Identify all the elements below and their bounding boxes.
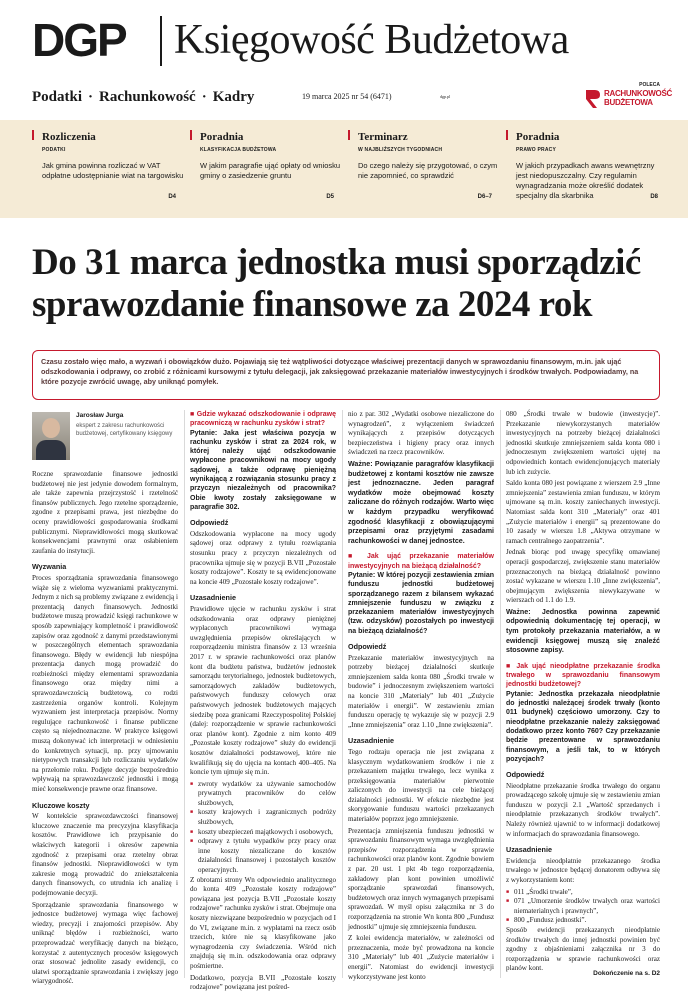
poleca-label: POLECA <box>639 82 660 88</box>
author-role: ekspert z zakresu rachunkowości budżetowej, certyfikowany księgowy <box>76 423 173 437</box>
teaser-kicker: KLASYFIKACJA BUDŻETOWA <box>200 147 277 153</box>
subheading: Uzasadnienie <box>506 845 552 855</box>
teaser-title: Terminarz <box>358 131 408 143</box>
teaser-kicker: PODATKI <box>42 147 66 153</box>
important-note: Ważne: Jednostka powinna zapewnić odpowiednią dokumentację tej operacji, w tym protokoły przekazania materiałów, a w ewidencji księgowej muszą się znaleźć stosowne zapisy. <box>506 607 660 655</box>
teaser-card[interactable] <box>32 130 184 214</box>
subheading: Uzasadnienie <box>348 736 394 746</box>
article-headline: Do 31 marca jednostka musi sporządzić sprawozdanie finansowe za 2024 rok <box>32 242 641 325</box>
section-rachunkowosc[interactable]: Rachunkowość <box>99 89 196 105</box>
list-item: ■ odprawy z tytułu wypadków przy pracy oraz inne koszty niezaliczane do kosztów działalności finansowej i pozostałych kosztów operacyjnych. <box>190 837 336 875</box>
question-block <box>348 552 494 571</box>
question-block <box>190 410 336 429</box>
article-column-2 <box>190 410 336 995</box>
paragraph: Roczne sprawozdanie finansowe jednostki budżetowej nie jest jedynie dowodem formalnym, ale także zapewnia przejrzystość i rzetelność finansów publicznych. Jego rzetelne sporządzenie, zgodne z przepisami prawa, jest niezbędne do oceny prawidłowości gospodarowania środkami publicznymi. Nieprawidłowości mogą skutkować konsekwencjami prawnymi oraz osłabieniem zaufania do instytucji. <box>32 470 178 555</box>
article-column-4 <box>506 410 660 976</box>
list-item: ■ 800 „Fundusz jednostki”. <box>506 916 660 926</box>
question-block <box>506 662 660 690</box>
teaser-card[interactable] <box>190 130 342 214</box>
teaser-accent <box>506 130 508 140</box>
teaser-page: D8 <box>650 194 658 200</box>
question-text: Pytanie: Jaka jest właściwa pozycja w rachunku zysków i strat za 2024 rok, w której należy ująć odszkodowanie wypłacone pracownikowi na mocy ugody sądowej, a także odprawę pieniężną wynikającą z rozwiązania stosunku pracy z przyczyn niezależnych od pracownika? Obie kwoty zostały zaksięgowane w paragrafie 302. <box>190 429 336 511</box>
article-column-1 <box>32 470 178 989</box>
subheading: Uzasadnienie <box>190 593 236 603</box>
teaser-body: Jak gmina powinna rozliczać w VAT odpłatne udostępnianie wiat na targowisku <box>42 161 184 180</box>
section-bar <box>32 82 672 110</box>
teaser-title: Rozliczenia <box>42 131 96 143</box>
section-links <box>32 84 254 110</box>
paragraph: Dodatkowo, pozycja B.VII „Pozostałe koszty rodzajowe” powiązana jest pośred- <box>190 973 336 992</box>
author-name: Jarosław Jurga <box>76 412 124 419</box>
paragraph: Z kolei ewidencja materiałów, w zależności od przeznaczenia, może być prowadzona na koncie 310 „Materiały” lub 401 „Zużycie materiałów i energii”. Natomiast do ewidencji inwestycji wykorzystywane jest konto <box>348 934 494 981</box>
teaser-page: D4 <box>168 194 176 200</box>
paragraph: Z obrotami strony Wn odpowiednio analitycznego do konta 409 „Pozostałe koszty rodzajowe” powiązana jest pozycja B.VII „Pozostałe koszty rodzajowe” rachunku zysków i strat. Obejmuje ona koszty niezwiązane bezpośrednio w pozycjach od I do VI, związane m.in. z wypłatami na rzecz osób trzecich, które nie są klasyfikowane jako wynagrodzenia czy świadczenia. Wśród nich znajdują się m.in. odszkodowania oraz odprawy pośmiertne. <box>190 875 336 970</box>
brand-url[interactable]: dgp.pl <box>440 94 451 99</box>
question-title: Gdzie wykazać odszkodowanie i odprawę pracowniczą w rachunku zysków i strat? <box>190 411 336 428</box>
article-column-3 <box>348 410 494 984</box>
column-divider <box>342 410 343 978</box>
teaser-title: Poradnia <box>516 131 560 143</box>
bullet-list <box>506 888 660 926</box>
question-text: Pytanie: Jednostka przekazała nieodpłatnie do jednostki należącej środek trwały (konto 011 budynek) częściowo umorzony. Czy to nieodpłatne przekazanie należy zaksięgować dodatkowo przez konto 760? Czy przekazanie będzie prezentowane w sprawozdaniu finansowym, a jeśli tak, to w których pozycjach? <box>506 690 660 763</box>
paragraph: Prawidłowe ujęcie w rachunku zysków i strat odszkodowania oraz odprawy pieniężnej wypłaconych pracownikowi wymaga uwzględnienia przepisów określających w rozporządzeniu ministra finansów z 13 września 2017 r. w sprawie rachunkowości oraz planów kont dla budżetu państwa, budżetów jednostek samorządu terytorialnego, jednostek budżetowych, samorządowych zakładów budżetowych, państwowych funduszy celowych oraz państwowych jednostek budżetowych mających siedzibę poza granicami Rzeczypospolitej Polskiej (dalej: rozporządzenie w sprawie rachunkowości oraz planów kont). Zgodnie z nim konto 409 „Pozostałe koszty rodzajowe” służy do ewidencji kosztów działalności podstawowej, które nie kwalifikują się do ujęcia na kontach 400–405. Na koncie tym ujmuje się m.in. <box>190 605 336 777</box>
paragraph: Sporządzanie sprawozdania finansowego w jednostce budżetowej wymaga więc fachowej wiedzy, precyzji i znajomości przepisów. Aby uniknąć błędów i rozbieżności, warto przeprowadzać weryfikację danych na bieżąco, korzystać z autentycznych procesów księgowych oraz stosować jednolite zasady ewidencji, co ułatwi sporządzanie sprawozdania i zwiększy jego wiarygodność. <box>32 900 178 986</box>
paragraph: Sposób ewidencji przekazanych nieodpłatnie środków trwałych do innej jednostki powinien być zgodny z objaśnieniami załącznika nr 3 do rozporządzenia w sprawie rachunkowości oraz planów kont. <box>506 926 660 973</box>
paragraph: 080 „Środki trwałe w budowie (inwestycje)”. Przekazanie niewykorzystanych materiałów inwestycyjnych na potrzeby bieżącej działalności jednostki skutkuje zmniejszeniem salda konta 080 i jednoczesnym zwiększeniem wartości ujętej na odpowiednich kontach ewidencjonujących materiały lub ich zużycie. <box>506 410 660 476</box>
teaser-accent <box>190 130 192 140</box>
dgp-logo[interactable]: DGP <box>32 14 126 66</box>
teaser-accent <box>348 130 350 140</box>
dot-separator: · <box>88 89 94 105</box>
important-note: Ważne: Powiązanie paragrafów klasyfikacji budżetowej z kontami kosztów nie zawsze jest jednoznaczne. Jeden paragraf wydatków może obejmować koszty zaliczane do różnych rodzajów. Warto więc w każdym przypadku weryfikować zgodność klasyfikacji z obowiązującymi przepisami oraz przyjętymi zasadami rachunkowości w danej jednostce. <box>348 459 494 545</box>
paragraph: Saldo konta 080 jest powiązane z wierszem 2.9 „Inne zmniejszenia” zestawienia zmian funduszu, w którym ujmowane są m.in. koszty zaniechanych inwestycji. Natomiast salda kont 310 „Materiały” oraz 401 „Zużycie materiałów i energii” są prezentowane do 10 zasady w wierszu 1.8 „Aktywa otrzymane w ramach centralnego zaopatrzenia”. <box>506 479 660 545</box>
list-item: ■ koszty krajowych i zagranicznych podróży służbowych, <box>190 808 336 827</box>
author-avatar <box>32 412 70 460</box>
paragraph: Prezentacja zmniejszenia funduszu jednostki w sprawozdaniu finansowym wymaga uwzględnienia przepisów rozporządzenia w sprawie rachunkowości oraz planów kont. Zgodnie bowiem z par. 20 ust. 1 pkt 4b tego rozporządzenia, zakładowy plan kont powinien umożliwić sporządzanie sprawozdań finansowych, budżetowych oraz innych wymaganych przepisami sprawozdań. W myśl opisu załącznika nr 3 do rozporządzenia na stronie Wn konta 800 „Fundusz jednostki” ujmuje się zmniejszenia funduszu. <box>348 826 494 931</box>
section-kadry[interactable]: Kadry <box>212 89 255 105</box>
paragraph: Proces sporządzania sprawozdania finansowego wiąże się z wieloma wyzwaniami praktycznymi. Jednym z nich są problemy związane z ewidencją i prezentacją danych finansowych. Jednostki budżetowe muszą prowadzić księgi rachunkowe w sposób zapewniający kompletność i prawidłowość zapisów oraz zgodność z danymi przedstawionymi w poszczególnych elementach sprawozdania finansowego. Błędy w ewidencji lub niespójna prezentacja danych mogą prowadzić do rozbieżności między elementami sprawozdania finansowego oraz między nimi a sprawozdawczością budżetową, co rodzi zastrzeżenia organów kontroli. Kolejnym wyzwaniem jest interpretacja przepisów. Normy regulujące rachunkowość i finanse publiczne często są niejednoznaczne. W praktyce księgowi muszą dokonywać ich interpretacji w odniesieniu do konkretnych sytuacji, np. przy ujmowaniu nietypowych transakcji lub rozliczaniu wydatków na przełomie roku. Podjęte decyzje bezpośrednio wpływają na sprawozdawczość jednostki i mogą mieć konsekwencje prawne oraz finansowe. <box>32 573 178 793</box>
teaser-kicker: PRAWO PRACY <box>516 147 556 153</box>
rb-logo-icon <box>584 88 602 110</box>
column-divider <box>184 410 185 978</box>
author-box <box>32 410 178 466</box>
paragraph: nio z par. 302 „Wydatki osobowe niezaliczone do wynagrodzeń”, z wyłączeniem świadczeń wynikających z przepisów dotyczących bezpieczeństwa i higieny pracy oraz innych świadczeń na rzecz pracowników. <box>348 410 494 457</box>
bullet-list <box>190 780 336 876</box>
teaser-body: W jakim paragrafie ująć opłaty od wniosku gminy o zasiedzenie gruntu <box>200 161 341 180</box>
subheading: Odpowiedź <box>348 641 387 651</box>
section-podatki[interactable]: Podatki <box>32 89 83 105</box>
issue-info: 19 marca 2025 nr 54 (6471) <box>302 92 392 101</box>
paragraph: W kontekście sprawozdawczości finansowej kluczowe znaczenie ma precyzyjna klasyfikacja kosztów. Prawidłowe ich przypisanie do właściwych kategorii i okresów zapewnia zgodność z przepisami oraz rzetelny obraz finansów jednostki. Nieprawidłowości w tym zakresie mogą prowadzić do zniekształcenia danych finansowych, co utrudnia ich analizę i podejmowanie decyzji. <box>32 812 178 897</box>
subheading: Wyzwania <box>32 562 67 572</box>
list-item: ■ 011 „Środki trwałe”, <box>506 888 660 898</box>
list-item: ■ zwroty wydatków za używanie samochodów prywatnych pracowników do celów służbowych, <box>190 780 336 809</box>
list-item: ■ 071 „Umorzenie środków trwałych oraz wartości niematerialnych i prawnych”, <box>506 897 660 916</box>
question-text: Pytanie: W której pozycji zestawienia zmian funduszu jednostki budżetowej sporządzanego razem z bilansem wykazać zmniejszenie funduszu w związku z przekazaniem materiałów inwestycyjnych (tzw. odzysków) pozostałych po inwestycji na bieżącą działalność? <box>348 571 494 635</box>
teaser-title: Poradnia <box>200 131 244 143</box>
teaser-body: Do czego należy się przygotować, o czym nie zapomnieć, co sprawdzić <box>358 161 498 180</box>
paragraph: Tego rodzaju operacja nie jest związana z klasycznym wydatkowaniem środków i nie z przekazaniem majątku trwałego, lecz wynika z przeksięgowania materiałów pierwotnie zaliczonych do inwestycji na cele bieżącej działalności jednostki. W efekcie niezbędne jest skorygowanie funduszu wartości przekazanych materiałów poprzez jego zmniejszenie. <box>348 747 494 824</box>
question-marker-icon: ■ <box>190 411 197 418</box>
question-title: Jak ująć przekazanie materiałów inwestycyjnych na bieżącą działalność? <box>348 553 494 570</box>
rachunkowosc-budzetowa-logo[interactable] <box>584 88 672 110</box>
logo-line-2: BUDŻETOWA <box>604 98 653 107</box>
paragraph: Nieodpłatne przekazanie środka trwałego do organu prowadzącego szkołę ujmuje się w zestawieniu zmian funduszu w pozycji 2.1 „Wartość sprzedanych i nieodpłatnie przekazanych środków trwałych”. Należy również ujawnić to w informacji dodatkowej w informacjach do sprawozdania finansowego. <box>506 781 660 838</box>
logo-line-1: RACHUNKOWOŚĆ <box>604 89 672 98</box>
teaser-band <box>0 120 688 218</box>
teaser-kicker: W NAJBLIŻSZYCH TYGODNIACH <box>358 147 443 153</box>
teaser-body: W jakich przypadkach awans wewnętrzny jest niedopuszczalny. Czy regulamin wynagradzania może określić dodatek specjalny dla skarbnika <box>516 161 655 200</box>
masthead-title: Księgowość Budżetowa <box>174 17 569 63</box>
question-title: Jak ująć nieodpłatne przekazanie środka trwałego w sprawozdaniu finansowym jednostki budżetowej? <box>506 662 660 689</box>
teaser-page: D5 <box>326 194 334 200</box>
masthead-divider <box>160 16 162 66</box>
teaser-accent <box>32 130 34 140</box>
masthead <box>32 12 660 72</box>
continued-on-page[interactable]: Dokończenie na s. D2 <box>593 970 660 977</box>
subheading: Kluczowe koszty <box>32 800 90 810</box>
paragraph: Odszkodowania wypłacone na mocy ugody sądowej oraz odprawy z tytułu rozwiązania stosunku pracy z przyczyn niezależnych od pracownika ujmuje się w pozycji B.VII „Pozostałe koszty rodzajowe”. Koszty te są ewidencjonowane na koncie 409 „Pozostałe koszty rodzajowe”. <box>190 529 336 586</box>
paragraph: Przekazanie materiałów inwestycyjnych na potrzeby bieżącej działalności skutkuje zmniejszeniem salda konta 080 „Środki trwałe w budowie” i jednoczesnym zwiększeniem wartości na koncie 310 „Materiały” lub 401 „Zużycie materiałów i energii”. W zestawieniu zmian funduszu operację tę wykazuje się w pozycji 2.9 „Inne zmniejszenia” oraz 1.10 „Inne zwiększenia”. <box>348 653 494 729</box>
list-item: ■ koszty ubezpieczeń majątkowych i osobowych, <box>190 828 336 838</box>
paragraph: Jednak biorąc pod uwagę specyfikę omawianej operacji gospodarczej, zwiększenie stanu materiałów przeznaczonych na bieżącą działalność powinno zostać wykazane w wierszu 1.10 „Inne zwiększenia”, obejmującym zwiększenia niewykazywane w wierszach od 1.1 do 1.9. <box>506 548 660 605</box>
subheading: Odpowiedź <box>506 770 545 780</box>
subheading: Odpowiedź <box>190 518 229 528</box>
teaser-card[interactable] <box>506 130 666 214</box>
question-marker-icon: ■ <box>348 553 367 561</box>
teaser-card[interactable] <box>348 130 500 214</box>
question-marker-icon: ■ <box>506 662 517 670</box>
teaser-page: D6–7 <box>477 194 492 200</box>
dot-separator: · <box>201 89 207 105</box>
article-lead: Czasu zostało więc mało, a wyzwań i obowiązków dużo. Pojawiają się też wątpliwości dotyczące właściwej prezentacji danych w sprawozdaniu finansowym, m.in. jak ująć odszkodowania i odprawy, co zrobić z różnicami kursowymi z tytułu delegacji, jak zaksięgować przekazanie materiałów inwestycyjnych i środków trwałych. Podpowiadamy, na które pozycje zwrócić uwagę, aby uniknąć pomyłek. <box>32 350 660 400</box>
paragraph: Ewidencja nieodpłatnie przekazanego środka trwałego w jednostce będącej donatorem odbywa się z wykorzystaniem kont: <box>506 856 660 885</box>
column-divider <box>500 410 501 978</box>
